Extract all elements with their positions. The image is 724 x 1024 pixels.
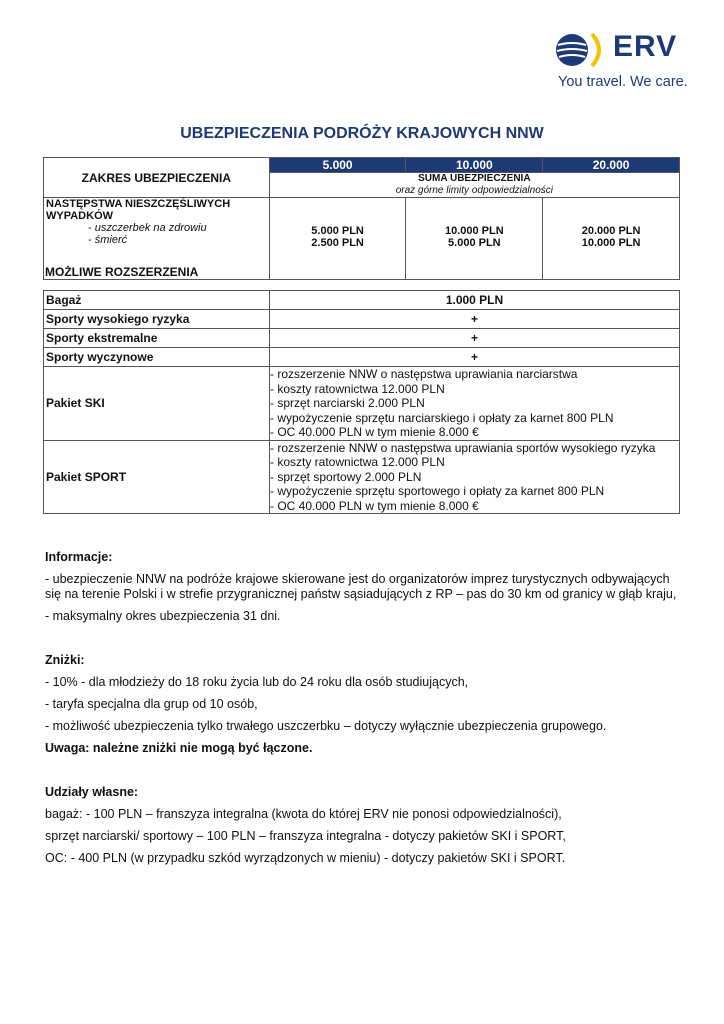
- ext-value: +: [270, 348, 680, 367]
- ext-value: +: [270, 310, 680, 329]
- logo-text: ERV: [613, 30, 678, 63]
- level-5000: 5.000: [269, 158, 406, 173]
- value: 2.500 PLN: [311, 237, 364, 249]
- value: 20.000 PLN: [581, 225, 641, 237]
- level-10000: 10.000: [406, 158, 543, 173]
- ext-label: Sporty wysokiego ryzyka: [44, 310, 270, 329]
- erv-logo: [556, 28, 701, 98]
- scope-header: ZAKRES UBEZPIECZENIA: [44, 158, 270, 198]
- info-paragraph: - ubezpieczenie NNW na podróże krajowe skierowane jest do organizatorów imprez turystycznych odbywających się na terenie Polski i w strefie przygranicznej państw sąsiadujących z RP – pas do 30 km od granicy w głąb kraju,: [45, 572, 677, 601]
- deductibles-title: Udziały własne:: [45, 785, 139, 799]
- list-item: - rozszerzenie NNW o następstwa uprawiania sportów wysokiego ryzyka: [270, 440, 656, 455]
- list-item: - OC 40.000 PLN w tym mienie 8.000 €: [270, 425, 479, 439]
- pakiet-sport-details: [270, 440, 680, 514]
- discount-item: - 10% - dla młodzieży do 18 roku życia lub do 24 roku dla osób studiujących,: [45, 675, 469, 689]
- nnw-title: NASTĘPSTWA NIESZCZĘŚLIWYCH WYPADKÓW: [46, 198, 231, 222]
- value: 10.000 PLN: [581, 237, 641, 249]
- pakiet-ski-label: Pakiet SKI: [44, 367, 270, 441]
- deductible-item: OC: - 400 PLN (w przypadku szkód wyrządzonych w mieniu) - dotyczy pakietów SKI i SPORT.: [45, 851, 566, 865]
- sum-label: SUMA UBEZPIECZENIA: [418, 173, 531, 184]
- erv-globe-icon: [556, 32, 604, 68]
- page-title: UBEZPIECZENIA PODRÓŻY KRAJOWYCH NNW: [180, 125, 544, 142]
- list-item: - koszty ratownictwa 12.000 PLN: [270, 381, 445, 396]
- pakiet-sport-label: Pakiet SPORT: [44, 440, 270, 514]
- value: 10.000 PLN: [444, 225, 504, 237]
- sum-insured-header: [269, 173, 679, 198]
- nnw-item-death: - śmierć: [88, 234, 128, 246]
- coverage-table: [43, 157, 680, 280]
- sum-sublabel: oraz górne limity odpowiedzialności: [395, 185, 553, 196]
- ext-label: Sporty ekstremalne: [44, 329, 270, 348]
- deductible-item: bagaż: - 100 PLN – franszyza integralna (kwota do której ERV nie ponosi odpowiedzialności),: [45, 807, 562, 821]
- discount-item: - możliwość ubezpieczenia tylko trwałego uszczerbku – dotyczy wyłącznie ubezpieczenia grupowego.: [45, 719, 607, 733]
- values-20000: [543, 198, 680, 280]
- ext-label: Bagaż: [44, 291, 270, 310]
- nnw-item-health: - uszczerbek na zdrowiu: [88, 222, 207, 234]
- extensions-table: [43, 290, 680, 514]
- list-item: - koszty ratownictwa 12.000 PLN: [270, 455, 445, 469]
- discounts-title: Zniżki:: [45, 653, 85, 667]
- ext-value: 1.000 PLN: [270, 291, 680, 310]
- ext-label: Sporty wyczynowe: [44, 348, 270, 367]
- list-item: - OC 40.000 PLN w tym mienie 8.000 €: [270, 498, 479, 513]
- values-5000: [269, 198, 406, 280]
- extensions-title: MOŻLIWE ROZSZERZENIA: [45, 265, 199, 279]
- values-10000: [406, 198, 543, 280]
- discount-item: - taryfa specjalna dla grup od 10 osób,: [45, 697, 258, 711]
- logo-tagline: You travel. We care.: [558, 74, 688, 90]
- list-item: - sprzęt sportowy 2.000 PLN: [270, 469, 422, 484]
- deductible-item: sprzęt narciarski/ sportowy – 100 PLN – franszyza integralna - dotyczy pakietów SKI i SPORT,: [45, 829, 566, 843]
- ext-value: +: [270, 329, 680, 348]
- info-paragraph: - maksymalny okres ubezpieczenia 31 dni.: [45, 609, 281, 623]
- value: 5.000 PLN: [311, 225, 364, 237]
- pakiet-ski-details: [270, 367, 680, 441]
- value: 5.000 PLN: [448, 237, 501, 249]
- level-20000: 20.000: [543, 158, 680, 173]
- list-item: - wypożyczenie sprzętu narciarskiego i opłaty za karnet 800 PLN: [270, 410, 614, 425]
- info-title: Informacje:: [45, 550, 113, 564]
- discount-note: Uwaga: należne zniżki nie mogą być łączone.: [45, 741, 313, 755]
- list-item: - sprzęt narciarski 2.000 PLN: [270, 396, 425, 410]
- list-item: - rozszerzenie NNW o następstwa uprawiania narciarstwa: [270, 367, 578, 381]
- list-item: - wypożyczenie sprzętu sportowego i opłaty za karnet 800 PLN: [270, 484, 605, 498]
